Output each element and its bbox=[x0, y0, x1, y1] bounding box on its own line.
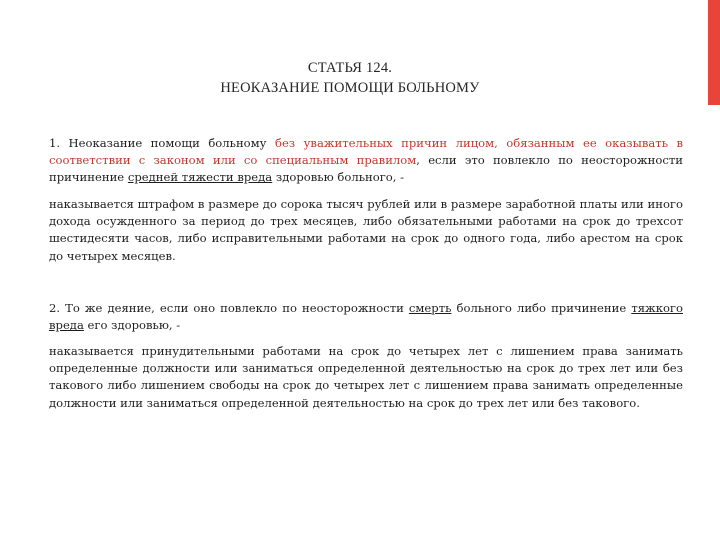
title-line-heading: НЕОКАЗАНИЕ ПОМОЩИ БОЛЬНОМУ bbox=[220, 80, 480, 96]
p1-text-end: здоровью больного, - bbox=[272, 170, 405, 185]
accent-bar bbox=[708, 0, 720, 105]
title-line-article: СТАТЬЯ 124. bbox=[307, 60, 393, 76]
paragraph-penalty-2: наказывается принудительными работами на срок до четырех лет с лишением права занимать определенные должности или заниматься определенной деятельностью на срок до трех лет или без такового либо лишением свободы на срок до четырех лет с лишением права занимать определенные должности или заниматься определенной деятельностью на срок до трех лет или без такового. bbox=[49, 344, 683, 410]
p3-text-start: 2. То же деяние, если оно повлекло по неосторожности bbox=[49, 301, 409, 315]
p1-text-middle: , если это повлекло по неосторожности причинение bbox=[49, 153, 683, 185]
p1-highlight-text: без уважительных причин лицом, обязанным ее оказывать в соответствии с законом или со специальным правилом bbox=[49, 136, 683, 168]
paragraph-part-1 bbox=[49, 135, 683, 187]
p3-underlined-harm: тяжкого вреда bbox=[49, 301, 683, 333]
p3-underlined-death: смерть bbox=[408, 301, 452, 315]
p1-text-start: 1. Неоказание помощи больному bbox=[49, 136, 275, 150]
p3-text-middle: больного либо причинение bbox=[451, 301, 632, 315]
paragraph-part-2 bbox=[49, 300, 683, 334]
slide-title bbox=[140, 58, 560, 98]
p1-underlined-term: средней тяжести вреда bbox=[127, 170, 273, 185]
paragraph-penalty-1: наказывается штрафом в размере до сорока тысяч рублей или в размере заработной платы или иного дохода осужденного за период до трех месяцев, либо обязательными работами на срок до трехсот шестидесяти часов, либо исправительными работами на срок до одного года, либо арестом на срок до четырех месяцев. bbox=[49, 197, 683, 263]
p3-text-end: его здоровью, - bbox=[83, 318, 181, 333]
